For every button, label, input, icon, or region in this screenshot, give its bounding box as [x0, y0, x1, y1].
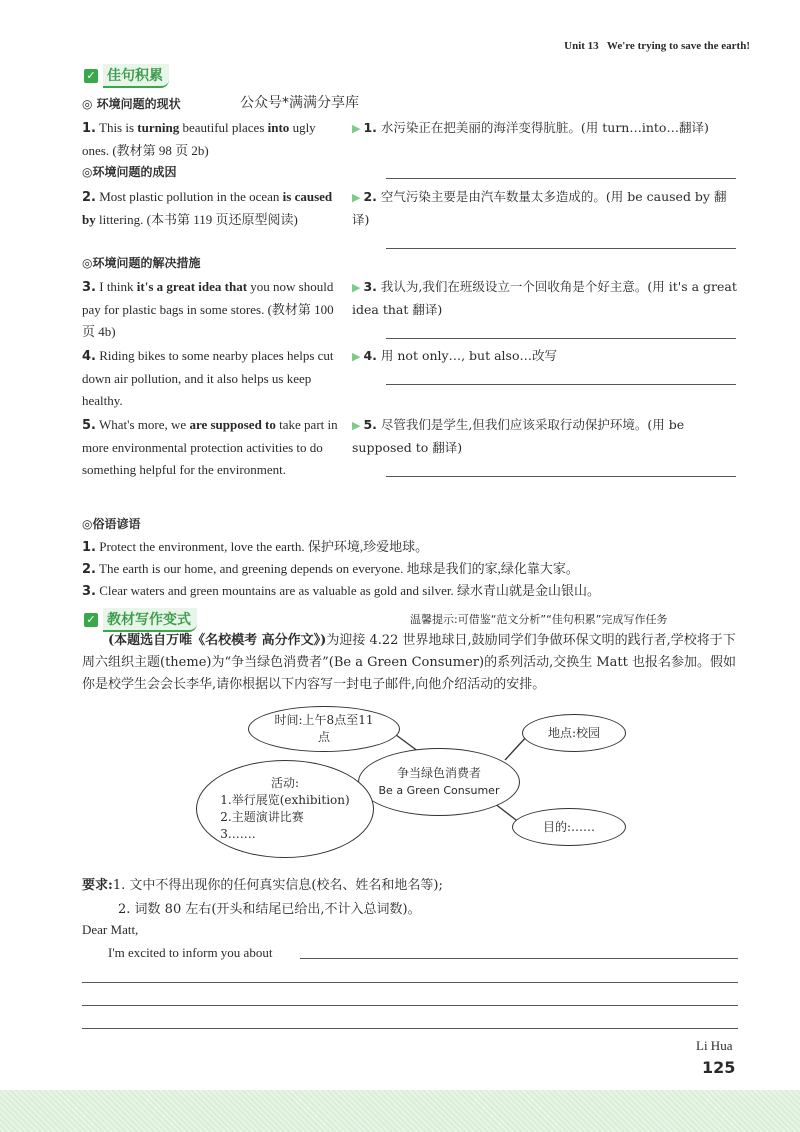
mindmap-center: 争当绿色消费者 Be a Green Consumer: [358, 748, 520, 816]
page-number: 125: [702, 1058, 736, 1077]
arrow-icon: ▶: [352, 419, 361, 432]
left-item-1: 1. This is turning beautiful places into ugly ones. (教材第 98 页 2b): [82, 120, 316, 158]
left-item-2: 2. Most plastic pollution in the ocean is caused by littering. (本书第 119 页还原型阅读): [82, 189, 333, 227]
task-text: (本题选自万唯《名校模考 高分作文》)为迎接 4.22 世界地球日,鼓励同学们争做环保文明的践行者,学校将于下周六组织主题(theme)为“争当绿色消费者”(Be a Green Consumer)的系列活动,交换生 Matt 也报名参加。假如你是校学生会会长李华,请你根据以下内容写一封电子邮件,向他介绍活动的安排。: [82, 633, 736, 692]
requirement-2: 2. 词数 80 左右(开头和结尾已给出,不计入总词数)。: [118, 902, 421, 917]
requirement-1: 要求:1. 文中不得出现你的任何真实信息(校名、姓名和地名等);: [82, 878, 443, 893]
right-item-5: ▶ 5. 尽管我们是学生,但我们应该采取行动保护环境。(用 be supposed to 翻译): [352, 417, 685, 455]
arrow-icon: ▶: [352, 191, 361, 204]
right-item-2: ▶ 2. 空气污染主要是由汽车数量太多造成的。(用 be caused by 翻译): [352, 189, 727, 227]
writing-line[interactable]: [82, 982, 738, 983]
watermark: 公众号*满满分享库: [240, 95, 359, 111]
letter-greeting: Dear Matt,: [82, 922, 139, 937]
right-item-4: ▶ 4. 用 not only…, but also…改写: [352, 348, 557, 363]
tip-text: 温馨提示:可借鉴“范文分析”“佳句积累”完成写作任务: [410, 613, 668, 626]
page-header: Unit 13 We're trying to save the earth!: [564, 40, 750, 52]
proverb-3: 3. Clear waters and green mountains are as valuable as gold and silver. 绿水青山就是金山银山。: [82, 583, 600, 599]
check-icon: ✓: [84, 613, 98, 627]
letter-opening: I'm excited to inform you about: [108, 945, 273, 960]
arrow-icon: ▶: [352, 350, 361, 363]
proverb-1: 1. Protect the environment, love the earth. 保护环境,珍爱地球。: [82, 539, 429, 555]
mindmap-place: 地点:校园: [522, 714, 626, 752]
left-item-5: 5. What's more, we are supposed to take part in more environmental protection activities to do something helpful for the environment.: [82, 417, 338, 477]
category-heading: ◎环境问题的解决措施: [82, 256, 201, 270]
left-item-3: 3. I think it's a great idea that you now should pay for plastic bags in some stores. (教材第 100 页 4b): [82, 279, 334, 339]
category-heading: ◎ 环境问题的现状: [82, 97, 181, 111]
right-item-1: ▶ 1. 水污染正在把美丽的海洋变得肮脏。(用 turn…into…翻译): [352, 120, 709, 135]
category-heading: ◎俗语谚语: [82, 517, 141, 531]
writing-line[interactable]: [82, 1005, 738, 1006]
arrow-icon: ▶: [352, 281, 361, 294]
section-label: 教材写作变式: [103, 608, 197, 632]
writing-line[interactable]: [300, 958, 738, 959]
letter-signature: Li Hua: [696, 1038, 733, 1053]
right-item-3: ▶ 3. 我认为,我们在班级设立一个回收角是个好主意。(用 it's a great idea that 翻译): [352, 279, 737, 317]
mindmap-purpose: 目的:……: [512, 808, 626, 846]
arrow-icon: ▶: [352, 122, 361, 135]
mindmap-time: 时间:上午8点至11点: [248, 706, 400, 752]
footer-band: [0, 1090, 800, 1132]
category-heading: ◎环境问题的成因: [82, 165, 177, 179]
check-icon: ✓: [84, 69, 98, 83]
left-item-4: 4. Riding bikes to some nearby places helps cut down air pollution, and it also helps us keep healthy.: [82, 348, 334, 408]
writing-line[interactable]: [82, 1028, 738, 1029]
mindmap-activities: 活动: 1.举行展览(exhibition) 2.主题演讲比赛 3.……: [196, 760, 374, 858]
proverb-2: 2. The earth is our home, and greening depends on everyone. 地球是我们的家,绿化靠大家。: [82, 561, 579, 577]
section-label: 佳句积累: [103, 64, 169, 88]
